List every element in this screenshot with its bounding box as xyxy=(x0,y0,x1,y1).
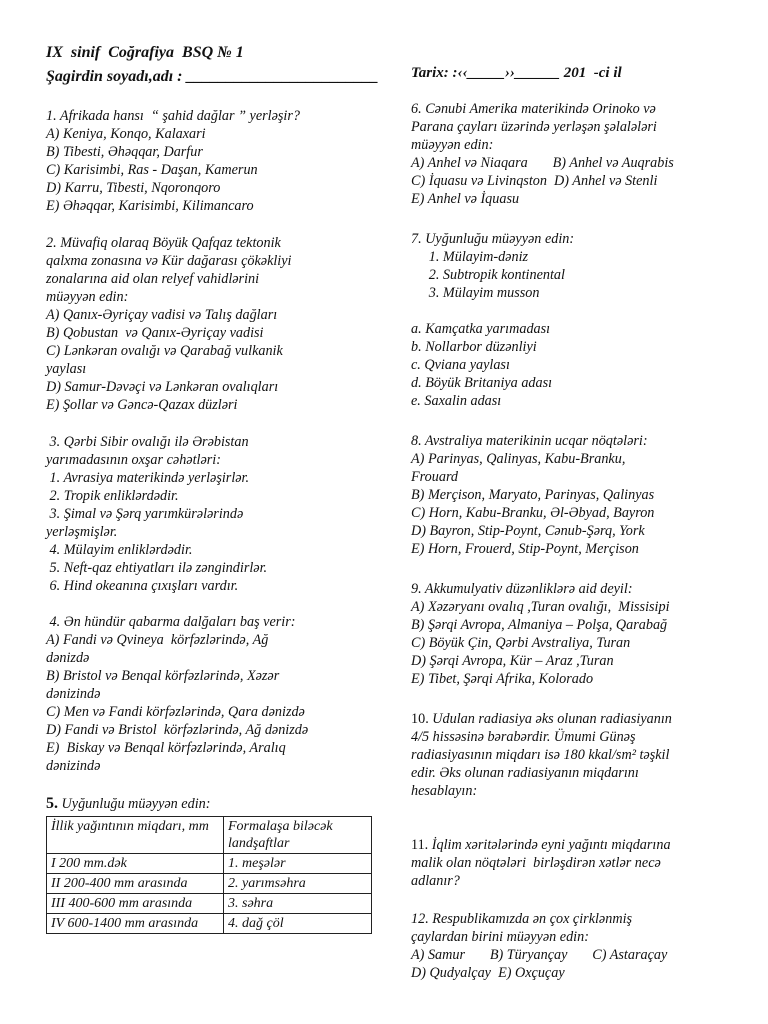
q6-text-line: müəyyən edin: xyxy=(411,137,494,153)
q10-text-line: 4/5 hissəsinə bərabərdir. Ümumi Günəş xyxy=(411,729,636,745)
q5-text: Uyğunluğu müəyyən edin: xyxy=(58,796,211,812)
q3-text-line: yarımadasının oxşar cəhətləri: xyxy=(46,452,221,468)
q6-options-ab: A) Anhel və Niaqara B) Anhel və Auqrabis xyxy=(411,155,674,171)
q1-option-d: D) Karru, Tibesti, Nqoronqoro xyxy=(46,180,221,196)
q1-option-e: E) Əhəqqar, Karisimbi, Kilimancaro xyxy=(46,198,254,214)
q8-option-d: D) Bayron, Stip-Poynt, Cənub-Şərq, York xyxy=(411,523,645,539)
q2-option-c: C) Lənkəran ovalığı və Qarabağ vulkanik xyxy=(46,343,283,359)
q7-item-3: 3. Mülayim musson xyxy=(411,285,540,301)
q7-text: 7. Uyğunluğu müəyyən edin: xyxy=(411,231,575,247)
worksheet-title: IX sinif Coğrafiya BSQ № 1 xyxy=(46,44,244,61)
q4-option-b-cont: dənizində xyxy=(46,686,101,702)
table-header-row xyxy=(47,817,372,854)
q7-option-c: c. Qviana yaylası xyxy=(411,357,510,373)
q10-text xyxy=(411,710,672,728)
q11-text xyxy=(411,836,671,854)
q11-text-start: İqlim xəritələrində eyni yağıntı miqdarına xyxy=(428,837,671,853)
q10-number: 10. xyxy=(411,711,429,727)
q9-option-b: B) Şərqi Avropa, Almaniya – Polşa, Qarabağ xyxy=(411,617,668,633)
q11-text-line: adlanır? xyxy=(411,873,460,889)
q1-option-a: A) Keniya, Konqo, Kalaxari xyxy=(46,126,206,142)
q7-item-1: 1. Mülayim-dəniz xyxy=(411,249,529,265)
q9-option-c: C) Böyük Çin, Qərbi Avstraliya, Turan xyxy=(411,635,631,651)
table-cell: 3. səhra xyxy=(224,894,372,914)
table-row xyxy=(47,854,372,874)
q2-text-line: müəyyən edin: xyxy=(46,289,129,305)
q8-option-c: C) Horn, Kabu-Branku, Əl-Əbyad, Bayron xyxy=(411,505,655,521)
table-cell: 1. meşələr xyxy=(224,854,372,874)
q3-item-3-cont: yerləşmişlər. xyxy=(46,524,118,540)
q11-number: 11. xyxy=(411,837,429,853)
q2-option-a: A) Qanıx-Əyriçay vadisi və Talış dağları xyxy=(46,307,278,323)
q6-option-e: E) Anhel və İquasu xyxy=(411,191,520,207)
q8-text: 8. Avstraliya materikinin ucqar nöqtələri: xyxy=(411,433,648,449)
q9-option-e: E) Tibet, Şərqi Afrika, Kolorado xyxy=(411,671,594,687)
q7-option-d: d. Böyük Britaniya adası xyxy=(411,375,553,391)
q5-heading xyxy=(46,795,210,813)
q9-text: 9. Akkumulyativ düzənliklərə aid deyil: xyxy=(411,581,633,597)
q1-option-b: B) Tibesti, Əhəqqar, Darfur xyxy=(46,144,203,160)
student-name-label: Şagirdin soyadı,adı : ________________________ xyxy=(46,68,379,85)
q6-options-cd: C) İquasu və Livinqston D) Anhel və Stenli xyxy=(411,173,658,189)
q3-item-4: 4. Mülayim enliklərdədir. xyxy=(46,542,193,558)
q10-text-line: radiasiyasının miqdarı isə 180 kkal/sm² təşkil xyxy=(411,747,670,763)
q12-options-abc: A) Samur B) Türyançay C) Astaraçay xyxy=(411,947,668,963)
q3-item-1: 1. Avrasiya materikində yerləşirlər. xyxy=(46,470,250,486)
table-row xyxy=(47,914,372,934)
q6-text-line: Parana çayları üzərində yerləşən şəlalələri xyxy=(411,119,657,135)
q4-option-b: B) Bristol və Benqal körfəzlərində, Xəzər xyxy=(46,668,280,684)
q8-option-e: E) Horn, Frouerd, Stip-Poynt, Merçison xyxy=(411,541,639,557)
q4-text: 4. Ən hündür qabarma dalğaları baş verir: xyxy=(46,614,296,630)
q9-option-d: D) Şərqi Avropa, Kür – Araz ,Turan xyxy=(411,653,614,669)
q8-option-b: B) Merçison, Maryato, Parinyas, Qalinyas xyxy=(411,487,655,503)
q11-text-line: malik olan nöqtələri birləşdirən xətlər necə xyxy=(411,855,661,871)
q9-option-a: A) Xəzəryanı ovalıq ,Turan ovalığı, Missisipi xyxy=(411,599,670,615)
q2-option-b: B) Qobustan və Qanıx-Əyriçay vadisi xyxy=(46,325,264,341)
q2-option-c-cont: yaylası xyxy=(46,361,87,377)
q12-options-de: D) Qudyalçay E) Oxçuçay xyxy=(411,965,565,981)
table-cell: II 200-400 mm arasında xyxy=(47,874,224,894)
q12-text: 12. Respublikamızda ən çox çirklənmiş xyxy=(411,911,633,927)
q4-option-c: C) Men və Fandi körfəzlərində, Qara dənizdə xyxy=(46,704,305,720)
q10-text-start: Udulan radiasiya əks olunan radiasiyanın xyxy=(428,711,672,727)
q10-text-line: edir. Əks olunan radiasiyanın miqdarını xyxy=(411,765,639,781)
table-row xyxy=(47,894,372,914)
q4-option-a-cont: dənizdə xyxy=(46,650,90,666)
q5-matching-table xyxy=(46,816,372,934)
q12-text-line: çaylardan birini müəyyən edin: xyxy=(411,929,589,945)
q2-text-line: zonalarına aid olan relyef vahidlərini xyxy=(46,271,260,287)
q4-option-e: E) Biskay və Benqal körfəzlərində, Aralıq xyxy=(46,740,286,756)
q2-option-d: D) Samur-Dəvəçi və Lənkəran ovalıqları xyxy=(46,379,279,395)
q2-text-line: qalxma zonasına və Kür dağarası çökəkliyi xyxy=(46,253,292,269)
table-cell: I 200 mm.dək xyxy=(47,854,224,874)
q7-option-b: b. Nollarbor düzənliyi xyxy=(411,339,537,355)
table-header-cell: İllik yağıntının miqdarı, mm xyxy=(47,817,224,854)
table-cell: 4. dağ çöl xyxy=(224,914,372,934)
q8-option-a-cont: Frouard xyxy=(411,469,459,485)
date-label: Tarix: :‹‹_____››______ 201 -ci il xyxy=(411,65,622,81)
q4-option-a: A) Fandi və Qvineya körfəzlərində, Ağ xyxy=(46,632,269,648)
q3-item-3: 3. Şimal və Şərq yarımkürələrində xyxy=(46,506,244,522)
q7-item-2: 2. Subtropik kontinental xyxy=(411,267,565,283)
q3-item-6: 6. Hind okeanına çıxışları vardır. xyxy=(46,578,239,594)
q7-option-a: a. Kamçatka yarımadası xyxy=(411,321,551,337)
q4-option-e-cont: dənizində xyxy=(46,758,101,774)
q6-text: 6. Cənubi Amerika materikində Orinoko və xyxy=(411,101,656,117)
q5-number: 5. xyxy=(46,795,58,812)
q10-text-line: hesablayın: xyxy=(411,783,478,799)
q3-item-2: 2. Tropik enliklərdədir. xyxy=(46,488,179,504)
table-row xyxy=(47,874,372,894)
q2-option-e: E) Şollar və Gəncə-Qazax düzləri xyxy=(46,397,238,413)
q3-item-5: 5. Neft-qaz ehtiyatları ilə zəngindirlər. xyxy=(46,560,268,576)
q1-option-c: C) Karisimbi, Ras - Daşan, Kamerun xyxy=(46,162,258,178)
q8-option-a: A) Parinyas, Qalinyas, Kabu-Branku, xyxy=(411,451,626,467)
q2-text: 2. Müvafiq olaraq Böyük Qafqaz tektonik xyxy=(46,235,281,251)
table-header-cell: Formalaşa biləcək landşaftlar xyxy=(224,817,372,854)
q1-text: 1. Afrikada hansı “ şahid dağlar ” yerləşir? xyxy=(46,108,300,124)
q3-text: 3. Qərbi Sibir ovalığı ilə Ərəbistan xyxy=(46,434,249,450)
q7-option-e: e. Saxalin adası xyxy=(411,393,502,409)
table-cell: 2. yarımsəhra xyxy=(224,874,372,894)
q4-option-d: D) Fandi və Bristol körfəzlərində, Ağ dənizdə xyxy=(46,722,309,738)
table-cell: III 400-600 mm arasında xyxy=(47,894,224,914)
table-cell: IV 600-1400 mm arasında xyxy=(47,914,224,934)
